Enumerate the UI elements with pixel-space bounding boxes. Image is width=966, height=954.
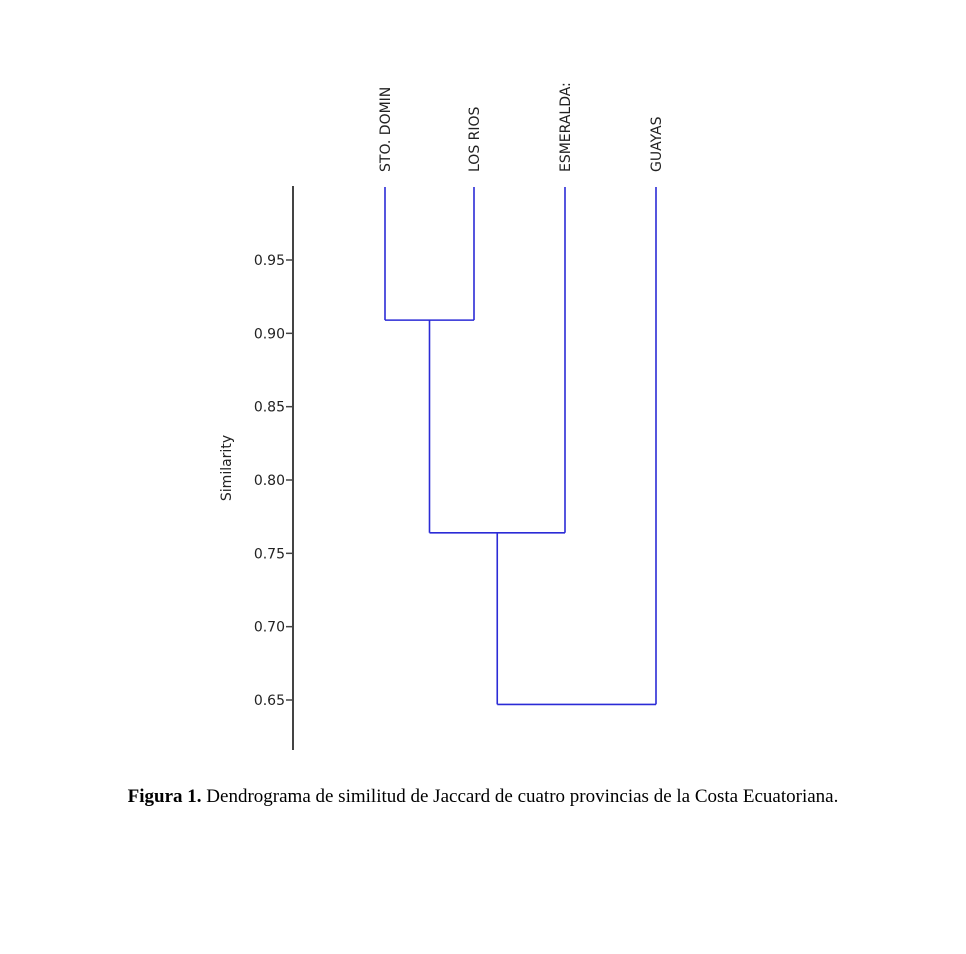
y-tick-label: 0.70 xyxy=(253,619,285,636)
leaf-label: LOS RIOS xyxy=(467,106,483,172)
caption-label: Figura 1. xyxy=(127,786,202,807)
y-tick-label: 0.65 xyxy=(253,693,285,709)
y-ticks xyxy=(254,253,293,709)
leaf-label: STO. DOMIN xyxy=(378,86,394,172)
branches xyxy=(385,187,656,704)
y-tick-label: 0.80 xyxy=(253,473,285,489)
y-tick-label: 0.75 xyxy=(253,546,285,563)
caption-text: Dendrograma de similitud de Jaccard de cuatro provincias de la Costa Ecuatoriana. xyxy=(201,786,839,807)
y-tick-label: 0.95 xyxy=(253,253,285,269)
leaf-label: ESMERALDA: xyxy=(558,82,574,172)
y-tick-label: 0.85 xyxy=(253,399,285,416)
y-axis-title: Similarity xyxy=(219,434,235,502)
y-tick-label: 0.90 xyxy=(253,326,285,343)
leaf-labels xyxy=(378,82,665,172)
figure-caption xyxy=(0,786,966,808)
leaf-label: GUAYAS xyxy=(649,116,665,172)
